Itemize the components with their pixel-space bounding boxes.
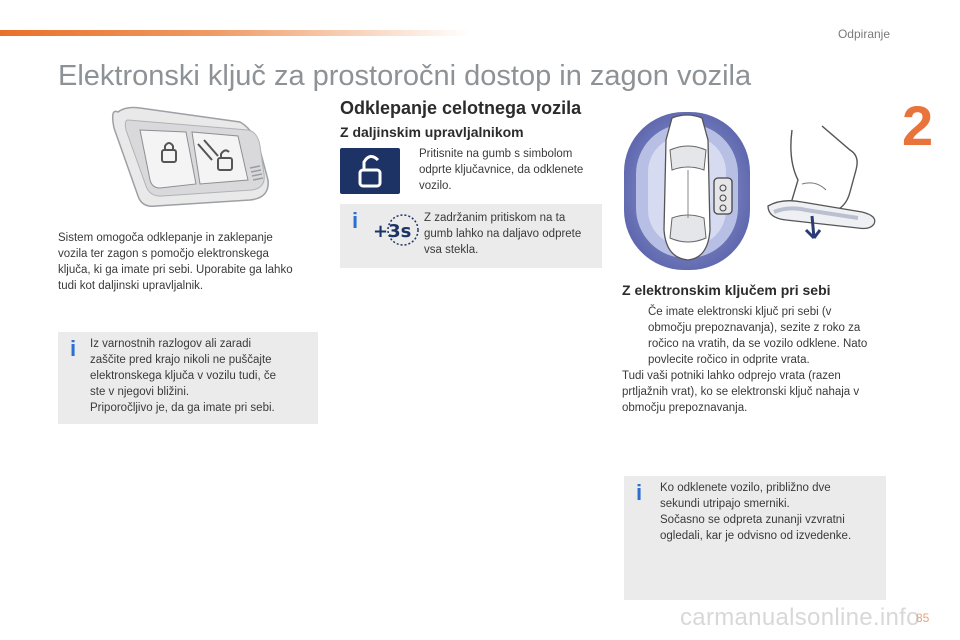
electronic-key-step-text: Če imate elektronski ključ pri sebi (v območju prepoznavanja), sezite z roko za ročico na vratih, da se vozilo odklene. Nato povlecite ročico in odprite vrata. bbox=[648, 306, 868, 366]
security-note-box bbox=[58, 332, 318, 424]
page-title: Elektronski ključ za prostoročni dostop in zagon vozila bbox=[58, 60, 752, 92]
page-number: 85 bbox=[916, 611, 930, 625]
windows-note-text: Z zadržanim pritiskom na ta gumb lahko na daljavo odprete vsa stekla. bbox=[424, 212, 582, 256]
electronic-key-subheading: Z elektronskim ključem pri sebi bbox=[622, 282, 831, 298]
passengers-paragraph: Tudi vaši potniki lahko odprejo vrata (razen prtljažnih vrat), ko se elektronski ključ nahaja v območju prepoznavanja. bbox=[622, 370, 860, 414]
unlock-vehicle-heading: Odklepanje celotnega vozila bbox=[340, 98, 582, 118]
info-icon: i bbox=[70, 336, 77, 361]
indicators-note-text: Ko odklenete vozilo, približno dve sekundi utripajo smerniki. Sočasno se odpreta zunanji vzvratni ogledali, kar je odvisno od izvedenke. bbox=[660, 482, 852, 542]
svg-text:+3s: +3s bbox=[373, 221, 412, 242]
remote-control-subheading: Z daljinskim upravljalnikom bbox=[340, 124, 524, 140]
key-fob-small-icon bbox=[714, 178, 732, 214]
info-icon: i bbox=[636, 480, 643, 505]
info-icon: i bbox=[352, 208, 359, 233]
indicators-note-box bbox=[624, 476, 886, 600]
hold-3s-icon bbox=[372, 212, 420, 248]
remote-step-text: Pritisnite na gumb s simbolom odprte ključavnice, da odklenete vozilo. bbox=[419, 148, 584, 192]
recognition-zone-illustration bbox=[622, 110, 752, 272]
intro-paragraph: Sistem omogoča odklepanje in zaklepanje vozila ter zagon s pomočjo elektronskega ključa, ki ga imate pri sebi. Uporabite ga lahko tudi kot daljinski upravljalnik. bbox=[58, 232, 293, 292]
security-note-text: Iz varnostnih razlogov ali zaradi zaščite pred krajo nikoli ne puščajte elektronskega ključa v vozilu tudi, če ste v njegovi bližini. Priporočljivo je, da ga imate pri sebi. bbox=[90, 338, 277, 414]
top-accent-bar bbox=[0, 30, 470, 36]
unlock-button-icon bbox=[340, 148, 400, 194]
watermark: carmanualsonline.info bbox=[680, 604, 920, 631]
door-handle-hand-illustration bbox=[762, 120, 882, 248]
key-fob-illustration bbox=[100, 100, 275, 212]
windows-note-box bbox=[340, 204, 602, 268]
section-label: Odpiranje bbox=[837, 27, 890, 41]
chapter-number: 2 bbox=[902, 94, 934, 157]
